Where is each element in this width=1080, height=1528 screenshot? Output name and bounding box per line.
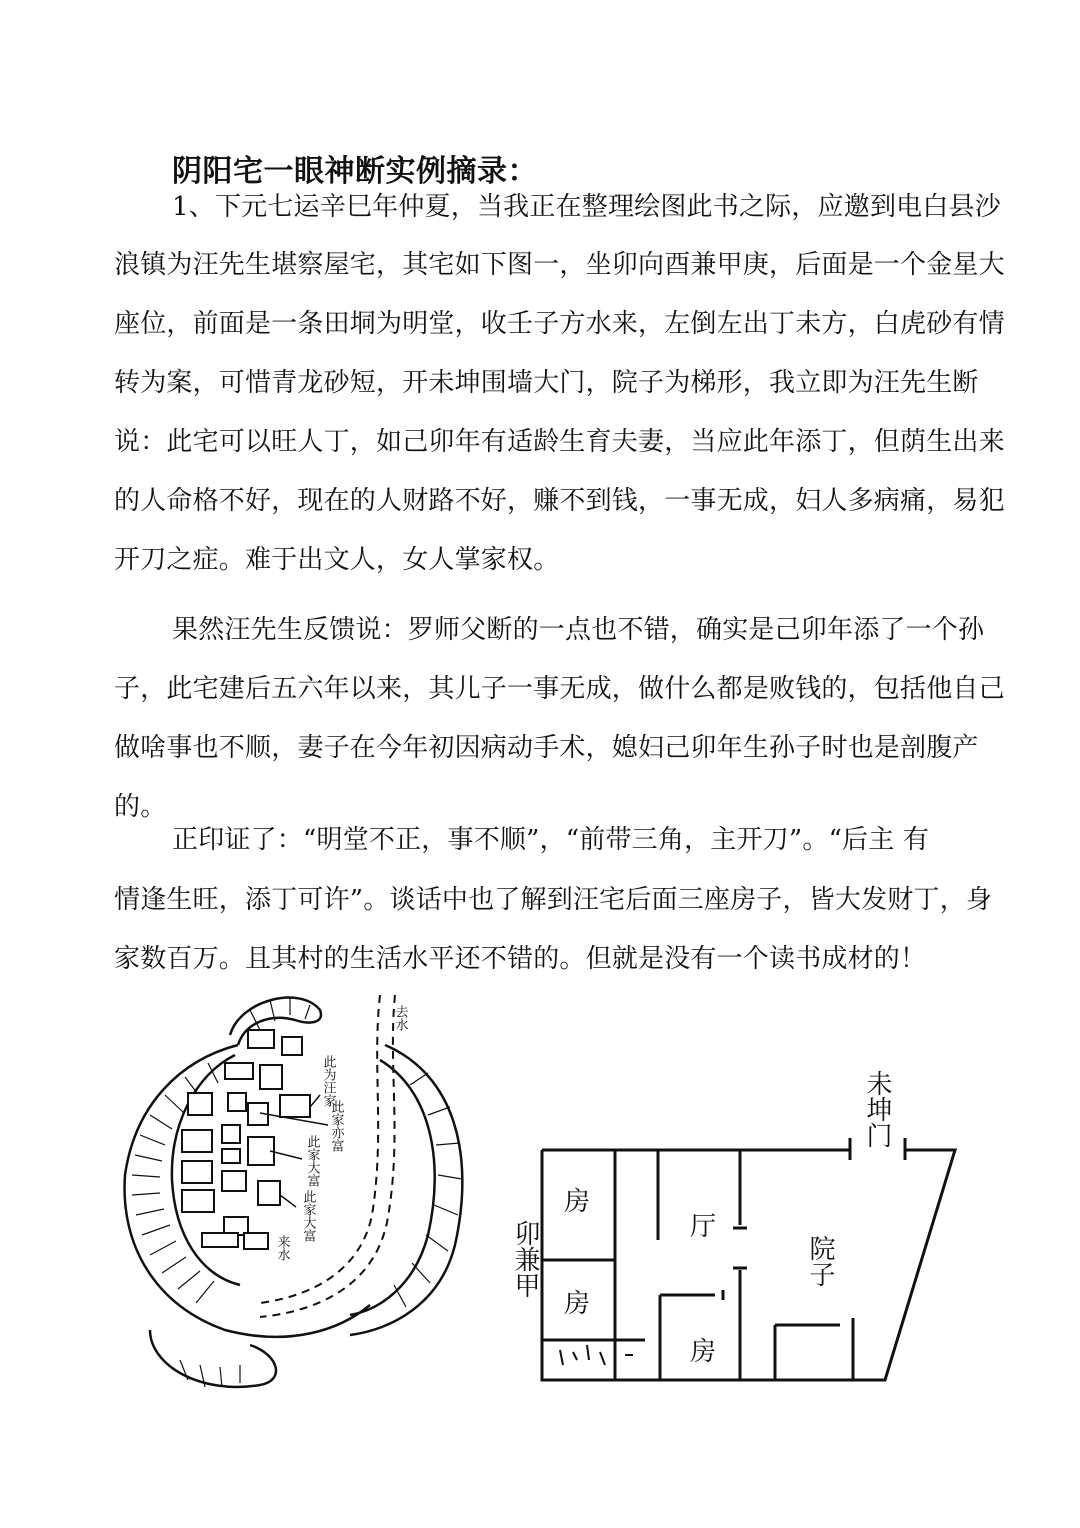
paragraph-1-line-6: 的人命格不好，现在的人财路不好，赚不到钱，一事无成，妇人多病痛，易犯	[114, 486, 1005, 516]
paragraph-1-line-7: 开刀之症。难于出文人，女人掌家权。	[114, 545, 560, 575]
paragraph-2-line-4: 的。	[114, 792, 167, 822]
wang-house	[280, 1095, 310, 1117]
paragraph-1-line-5: 说：此宅可以旺人丁，如己卯年有适龄生育夫妻，当应此年添丁，但荫生出来	[114, 427, 1005, 457]
label-hall: 厅	[689, 1212, 717, 1242]
label-facing: 卯兼甲	[510, 1220, 540, 1298]
paragraph-3-line-3: 家数百万。且其村的生活水平还不错的。但就是没有一个读书成材的！	[114, 944, 927, 974]
paragraph-3-line-2: 情逢生旺，添丁可许”。谈话中也了解到汪宅后面三座房子，皆大发财丁，身	[114, 885, 993, 915]
label-water-out: 去水	[392, 1005, 408, 1031]
paragraph-3-line-1: 正印证了：“明堂不正，事不顺”，“前带三角，主开刀”。“后主 有	[172, 825, 930, 855]
label-rich-house-2: 此家大富	[304, 1135, 320, 1187]
site-map-figure	[110, 985, 490, 1415]
site-map-mountain-hook	[230, 998, 321, 1045]
floor-plan-walls	[542, 1138, 955, 1380]
label-room-mid: 房	[563, 1289, 591, 1319]
label-rich-house-3: 此家大富	[300, 1190, 316, 1242]
site-map-ridge-outer	[350, 1045, 462, 1335]
label-room-bottom: 房	[689, 1337, 717, 1367]
page-title: 阴阳宅一眼神断实例摘录：	[172, 154, 538, 189]
label-room-top: 房	[563, 1187, 591, 1217]
label-gate: 未坤门	[862, 1070, 892, 1148]
label-wang-house: 此为汪家	[320, 1055, 336, 1107]
paragraph-2-line-1: 果然汪先生反馈说：罗师父断的一点也不错，确实是己卯年添了一个孙	[172, 615, 985, 645]
paragraph-2-line-2: 子，此宅建后五六年以来，其儿子一事无成，做什么都是败钱的，包括他自己	[114, 674, 1005, 704]
label-courtyard: 院子	[805, 1235, 835, 1287]
label-water-in: 来水	[274, 1235, 290, 1261]
site-map-bottom-lobe	[150, 1330, 276, 1387]
site-map-svg	[110, 985, 490, 1415]
paragraph-1-line-1: 1、下元七运辛巳年仲夏，当我正在整理绘图此书之际，应邀到电白县沙	[172, 192, 1001, 222]
floor-plan-svg	[505, 1060, 975, 1390]
site-map-houses	[182, 1030, 310, 1249]
site-map-ridge-hatching	[394, 1073, 462, 1307]
paragraph-1-line-2: 浪镇为汪先生堪察屋宅，其宅如下图一，坐卯向酉兼甲庚，后面是一个金星大	[114, 250, 1005, 280]
paragraph-2-line-3: 做啥事也不顺，妻子在今年初因病动手术，媳妇己卯年生孙子时也是剖腹产	[114, 733, 979, 763]
site-map-ridge-inner	[350, 1060, 435, 1315]
paragraph-1-line-4: 转为案，可惜青龙砂短，开未坤围墙大门，院子为梯形，我立即为汪先生断	[114, 368, 979, 398]
floor-plan-figure	[505, 1060, 975, 1390]
paragraph-1-line-3: 座位，前面是一条田垌为明堂，收壬子方水来，左倒左出丁未方，白虎砂有情	[114, 309, 1005, 339]
label-rich-house-1: 此家亦富	[328, 1100, 344, 1152]
